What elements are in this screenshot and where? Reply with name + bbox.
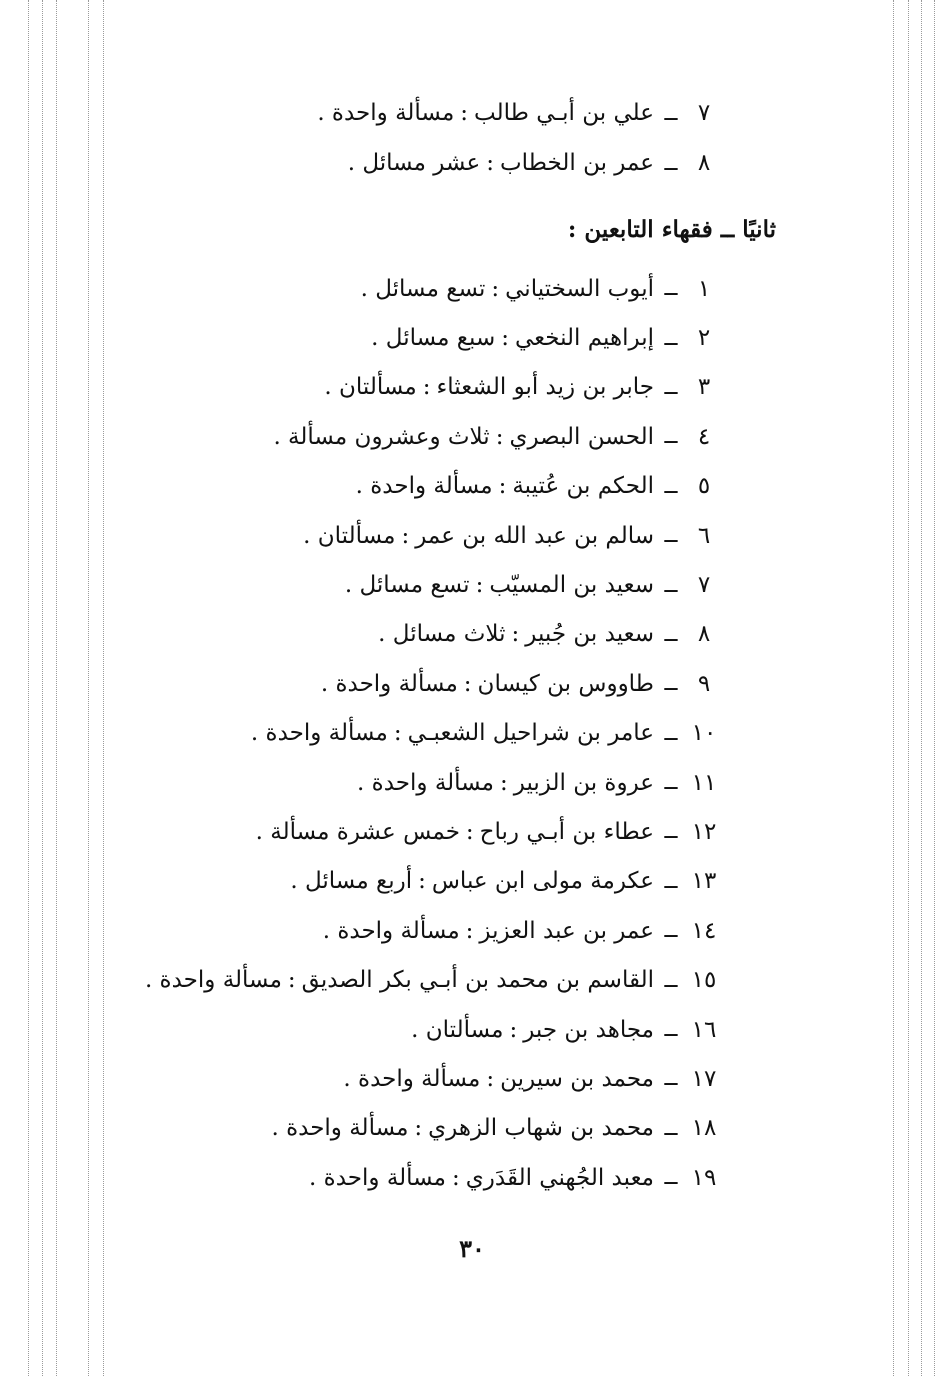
item-name: أيوب السختياني bbox=[505, 275, 654, 302]
item-entry bbox=[120, 819, 654, 845]
item-separator: : bbox=[509, 1016, 518, 1043]
item-entry bbox=[120, 918, 654, 944]
item-name: الحكم بن عُتيبة bbox=[512, 473, 654, 500]
item-name: عروة بن الزبير bbox=[513, 769, 654, 796]
item-count: مسألة واحدة . bbox=[355, 473, 493, 500]
item-count: مسألة واحدة . bbox=[343, 1065, 481, 1092]
item-entry bbox=[120, 671, 654, 697]
item-dash: ــ bbox=[664, 572, 678, 598]
item-number: ٨ bbox=[697, 621, 711, 648]
item-name: طاووس بن كيسان bbox=[477, 670, 654, 697]
item-dash: ــ bbox=[664, 100, 678, 126]
list-item bbox=[120, 88, 720, 138]
list-item bbox=[120, 955, 720, 1004]
item-number: ١٦ bbox=[691, 1016, 717, 1043]
item-separator: : bbox=[287, 967, 296, 994]
item-number: ٧ bbox=[697, 572, 711, 599]
item-count: مسألة واحدة . bbox=[250, 720, 388, 747]
item-separator: : bbox=[475, 572, 484, 599]
list-item bbox=[120, 264, 720, 313]
item-count: تسع مسائل . bbox=[344, 572, 470, 599]
successors-jurists-list bbox=[120, 264, 720, 1202]
item-name: عكرمة مولى ابن عباس bbox=[431, 868, 654, 895]
item-count: مسألة واحدة . bbox=[322, 917, 460, 944]
item-number: ١٢ bbox=[691, 818, 717, 845]
item-count: تسع مسائل . bbox=[360, 275, 486, 302]
item-count: خمس عشرة مسألة . bbox=[255, 818, 460, 845]
item-name: محمد بن سيرين bbox=[500, 1065, 654, 1092]
item-entry bbox=[120, 100, 654, 126]
item-count: مسألتان . bbox=[324, 374, 417, 401]
item-entry bbox=[120, 276, 654, 302]
list-item bbox=[120, 610, 720, 659]
item-entry bbox=[120, 967, 654, 993]
item-dash: ــ bbox=[664, 770, 678, 796]
item-count: مسألة واحدة . bbox=[317, 100, 455, 126]
list-item bbox=[120, 313, 720, 362]
item-name: عطاء بن أبـي رباح bbox=[479, 818, 654, 845]
item-name: سعيد بن المسيّب bbox=[489, 572, 654, 599]
list-item bbox=[120, 709, 720, 758]
item-name: عمر بن الخطاب bbox=[499, 150, 654, 176]
item-dash: ــ bbox=[664, 819, 678, 845]
item-dash: ــ bbox=[664, 1165, 678, 1191]
item-entry bbox=[120, 325, 654, 351]
item-separator: : bbox=[463, 670, 472, 697]
item-count: ثلاث وعشرون مسألة . bbox=[273, 423, 490, 450]
item-separator: : bbox=[465, 917, 474, 944]
item-separator: : bbox=[500, 769, 508, 796]
item-count: سبع مسائل . bbox=[371, 325, 496, 352]
item-dash: ــ bbox=[664, 868, 678, 894]
item-number: ١١ bbox=[691, 769, 717, 796]
item-entry bbox=[120, 150, 654, 176]
item-number: ٧ bbox=[697, 100, 711, 126]
item-dash: ــ bbox=[664, 621, 678, 647]
item-number: ٩ bbox=[697, 670, 711, 697]
item-number: ٣ bbox=[697, 374, 711, 401]
item-separator: : bbox=[491, 275, 500, 302]
item-entry bbox=[120, 868, 654, 894]
item-name: سعيد بن جُبير bbox=[525, 621, 654, 648]
item-entry bbox=[120, 424, 654, 450]
item-separator: : bbox=[414, 1115, 423, 1142]
item-number: ٤ bbox=[697, 423, 711, 450]
item-separator: : bbox=[393, 720, 402, 747]
item-count: مسألة واحدة . bbox=[271, 1115, 409, 1142]
item-entry bbox=[120, 1066, 654, 1092]
item-separator: : bbox=[418, 868, 426, 895]
item-name: محمد بن شهاب الزهري bbox=[428, 1115, 654, 1142]
list-item bbox=[120, 560, 720, 609]
item-number: ١٥ bbox=[691, 967, 717, 994]
item-dash: ــ bbox=[664, 150, 678, 176]
item-separator: : bbox=[511, 621, 520, 648]
page-number: ٣٠ bbox=[459, 1234, 485, 1263]
item-number: ٢ bbox=[697, 325, 711, 352]
item-entry bbox=[120, 621, 654, 647]
scan-edge-line bbox=[42, 0, 43, 1376]
list-item bbox=[120, 412, 720, 461]
item-name: مجاهد بن جبر bbox=[523, 1016, 654, 1043]
scan-edge-line bbox=[921, 0, 922, 1376]
item-name: الحسن البصري bbox=[509, 423, 654, 450]
item-number: ٨ bbox=[697, 150, 711, 176]
item-dash: ــ bbox=[664, 1017, 678, 1043]
item-separator: : bbox=[495, 423, 504, 450]
item-count: مسألة واحدة . bbox=[320, 670, 458, 697]
item-separator: : bbox=[401, 522, 410, 549]
item-number: ٦ bbox=[697, 522, 711, 549]
item-number: ١٨ bbox=[691, 1115, 717, 1142]
item-count: ثلاث مسائل . bbox=[378, 621, 506, 648]
item-number: ١٤ bbox=[691, 917, 717, 944]
item-separator: : bbox=[486, 150, 494, 176]
item-entry bbox=[120, 473, 654, 499]
item-entry bbox=[120, 374, 654, 400]
item-count: أربع مسائل . bbox=[290, 868, 413, 895]
item-entry bbox=[120, 572, 654, 598]
scan-edge-line bbox=[88, 0, 89, 1376]
scan-edge-line bbox=[56, 0, 57, 1376]
list-item bbox=[120, 363, 720, 412]
item-number: ١٠ bbox=[691, 720, 717, 747]
list-item bbox=[120, 659, 720, 708]
item-separator: : bbox=[452, 1164, 460, 1191]
item-dash: ــ bbox=[664, 918, 678, 944]
item-name: سالم بن عبد الله بن عمر bbox=[415, 522, 654, 549]
item-dash: ــ bbox=[664, 325, 678, 351]
item-entry bbox=[120, 720, 654, 746]
item-name: عامر بن شراحيل الشعبـي bbox=[407, 720, 654, 747]
item-dash: ــ bbox=[664, 424, 678, 450]
list-item bbox=[120, 857, 720, 906]
item-count: مسألتان . bbox=[411, 1016, 504, 1043]
companions-list-continued bbox=[120, 88, 720, 188]
item-dash: ــ bbox=[664, 720, 678, 746]
item-separator: : bbox=[460, 100, 469, 126]
item-number: ١٩ bbox=[691, 1164, 717, 1191]
item-separator: : bbox=[501, 325, 509, 352]
item-dash: ــ bbox=[664, 1115, 678, 1141]
list-item bbox=[120, 138, 720, 188]
item-separator: : bbox=[486, 1065, 495, 1092]
item-number: ١ bbox=[697, 275, 711, 302]
item-name: إبراهيم النخعي bbox=[514, 325, 654, 352]
item-separator: : bbox=[422, 374, 431, 401]
list-item bbox=[120, 1153, 720, 1202]
item-entry bbox=[120, 1017, 654, 1043]
item-dash: ــ bbox=[664, 1066, 678, 1092]
item-count: مسألة واحدة . bbox=[144, 967, 282, 994]
item-dash: ــ bbox=[664, 374, 678, 400]
list-item bbox=[120, 1054, 720, 1103]
item-name: علي بن أبـي طالب bbox=[474, 100, 654, 126]
item-dash: ــ bbox=[664, 523, 678, 549]
item-count: مسألتان . bbox=[303, 522, 396, 549]
item-dash: ــ bbox=[664, 276, 678, 302]
list-item bbox=[120, 807, 720, 856]
list-item bbox=[120, 511, 720, 560]
item-entry bbox=[120, 770, 654, 796]
item-number: ١٣ bbox=[691, 868, 717, 895]
item-number: ٥ bbox=[697, 473, 711, 500]
list-item bbox=[120, 462, 720, 511]
scan-edge-line bbox=[893, 0, 894, 1376]
item-separator: : bbox=[498, 473, 507, 500]
item-name: عمر بن عبد العزيز bbox=[479, 917, 654, 944]
item-count: مسألة واحدة . bbox=[357, 769, 495, 796]
item-entry bbox=[120, 1115, 654, 1141]
item-number: ١٧ bbox=[691, 1065, 717, 1092]
scan-edge-line bbox=[28, 0, 29, 1376]
list-item bbox=[120, 906, 720, 955]
item-dash: ــ bbox=[664, 473, 678, 499]
section-heading: ثانيًا ــ فقهاء التابعين : bbox=[567, 216, 776, 243]
scan-edge-line bbox=[103, 0, 104, 1376]
item-name: معبد الجُهني القَدَري bbox=[465, 1164, 654, 1191]
scan-edge-line bbox=[908, 0, 909, 1376]
item-count: مسألة واحدة . bbox=[309, 1164, 447, 1191]
item-entry bbox=[120, 523, 654, 549]
item-name: جابر بن زيد أبو الشعثاء bbox=[436, 374, 654, 401]
list-item bbox=[120, 1104, 720, 1153]
scan-edge-line bbox=[934, 0, 935, 1376]
item-dash: ــ bbox=[664, 671, 678, 697]
item-separator: : bbox=[465, 818, 474, 845]
list-item bbox=[120, 1005, 720, 1054]
item-dash: ــ bbox=[664, 967, 678, 993]
item-name: القاسم بن محمد بن أبـي بكر الصديق bbox=[301, 967, 654, 994]
item-entry bbox=[120, 1165, 654, 1191]
item-count: عشر مسائل . bbox=[347, 150, 481, 176]
list-item bbox=[120, 758, 720, 807]
